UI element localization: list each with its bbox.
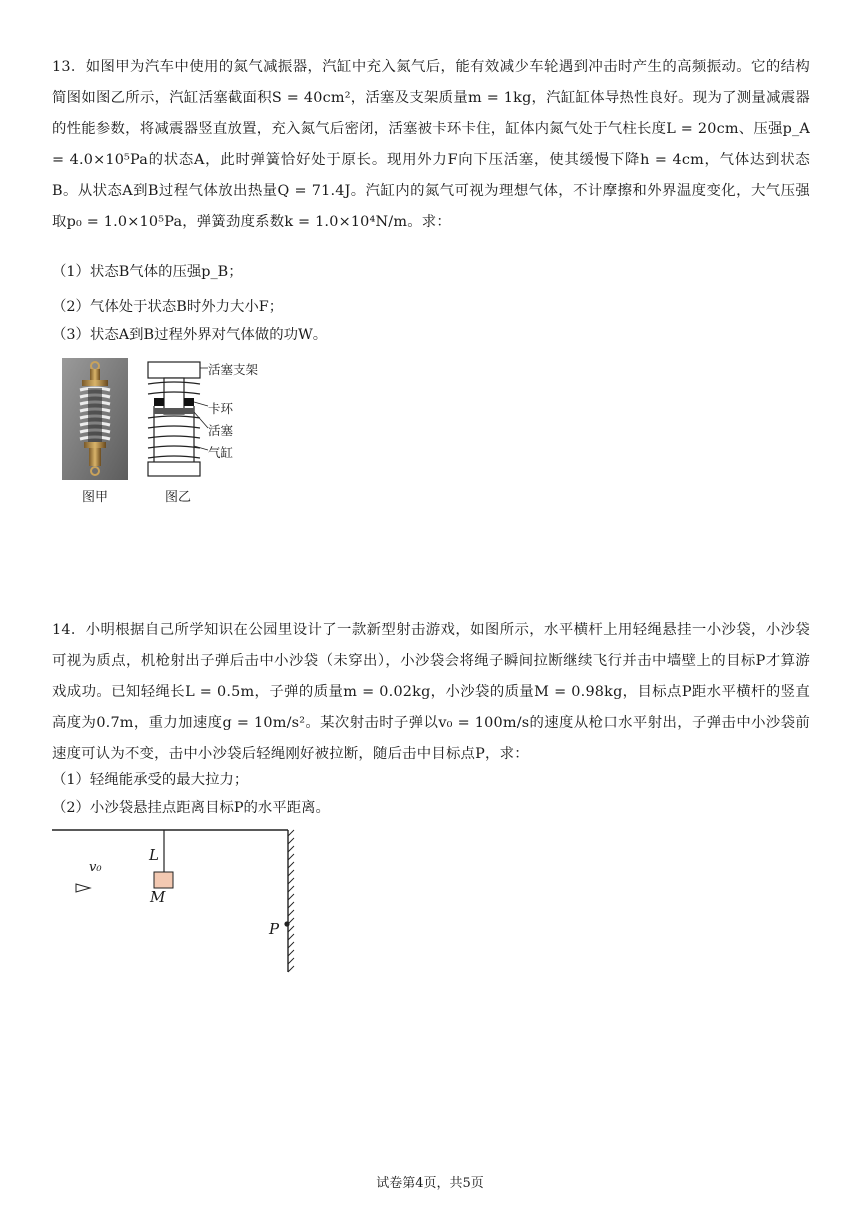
label-clamp-ring: 卡环 xyxy=(208,401,234,416)
q13-sub2 xyxy=(52,296,283,318)
q14-sub2 xyxy=(52,797,330,819)
q13-stem-text: 13．如图甲为汽车中使用的氮气减振器，汽缸中充入氮气后，能有效减少车轮遇到冲击时产生的高频振动。它的结构简图如图乙所示，汽缸活塞截面积S = 40cm²，活塞及支架质量m = 1kg，汽缸缸体导热性良好。现为了测量减震器的性能参数，将减震器竖直放置，充入氮气后密闭，活塞被卡环卡住，缸体内氮气处于气柱长度L = 20cm、压强p_A = 4.0×10⁵Pa的状态A，此时弹簧恰好处于原长。现用外力F向下压活塞，使其缓慢下降h = 4cm，气体达到状态B。从状态A到B过程气体放出热量Q = 71.4J。汽缸内的氮气可视为理想气体，不计摩擦和外界温度变化，大气压强取p₀ = 1.0×10⁵Pa，弹簧劲度系数k = 1.0×10⁴N/m。求： xyxy=(52,59,810,230)
q14-sub1 xyxy=(52,769,248,791)
q14-stem xyxy=(52,615,810,770)
q14-sub1-text: （1）轻绳能承受的最大拉力； xyxy=(52,772,249,788)
wall-hatching xyxy=(288,830,294,972)
q14-sub2-text: （2）小沙袋悬挂点距离目标P的水平距离。 xyxy=(52,800,330,816)
shock-absorber-photo xyxy=(62,358,128,480)
clamp-ring-right xyxy=(184,398,194,406)
label-piston-support: 活塞支架 xyxy=(208,362,259,377)
label-L: L xyxy=(149,846,159,864)
shooting-game-diagram xyxy=(52,822,302,978)
q13-sub3-text: （3）状态A到B过程外界对气体做的功W。 xyxy=(52,327,328,343)
q13-sub1 xyxy=(52,261,243,283)
label-M: M xyxy=(150,888,166,906)
q13-sub1-text: （1）状态B气体的压强p_B； xyxy=(52,264,243,280)
piston-shape xyxy=(154,408,194,414)
q13-sub3 xyxy=(52,324,327,346)
bullet-icon xyxy=(76,884,90,892)
page-footer: 试卷第4页，共5页 xyxy=(376,1176,484,1191)
shock-absorber-diagram xyxy=(140,358,280,482)
figure-b-caption: 图乙 xyxy=(164,490,191,505)
label-cylinder: 气缸 xyxy=(208,445,234,460)
q14-stem-text: 14．小明根据自己所学知识在公园里设计了一款新型射击游戏，如图所示，水平横杆上用轻绳悬挂一小沙袋，小沙袋可视为质点，机枪射出子弹后击中小沙袋（未穿出），小沙袋会将绳子瞬间拉断继续飞行并击中墙壁上的目标P才算游戏成功。已知轻绳长L = 0.5m，子弹的质量m = 0.02kg，小沙袋的质量M = 0.98kg，目标点P距水平横杆的竖直高度为0.7m，重力加速度g = 10m/s²。某次射击时子弹以v₀ = 100m/s的速度从枪口水平射出，子弹击中小沙袋前速度可认为不变，击中小沙袋后轻绳刚好被拉断，随后击中目标点P，求： xyxy=(52,622,810,762)
q13-stem xyxy=(52,52,810,238)
piston-support-shape xyxy=(148,362,200,378)
label-piston: 活塞 xyxy=(208,423,234,438)
label-v0: v₀ xyxy=(89,860,102,875)
sandbag xyxy=(154,872,173,888)
q13-sub2-text: （2）气体处于状态B时外力大小F； xyxy=(52,299,284,315)
target-point-p xyxy=(284,921,289,926)
figure-a-caption: 图甲 xyxy=(81,490,108,505)
label-P: P xyxy=(269,920,280,938)
clamp-ring-left xyxy=(154,398,164,406)
